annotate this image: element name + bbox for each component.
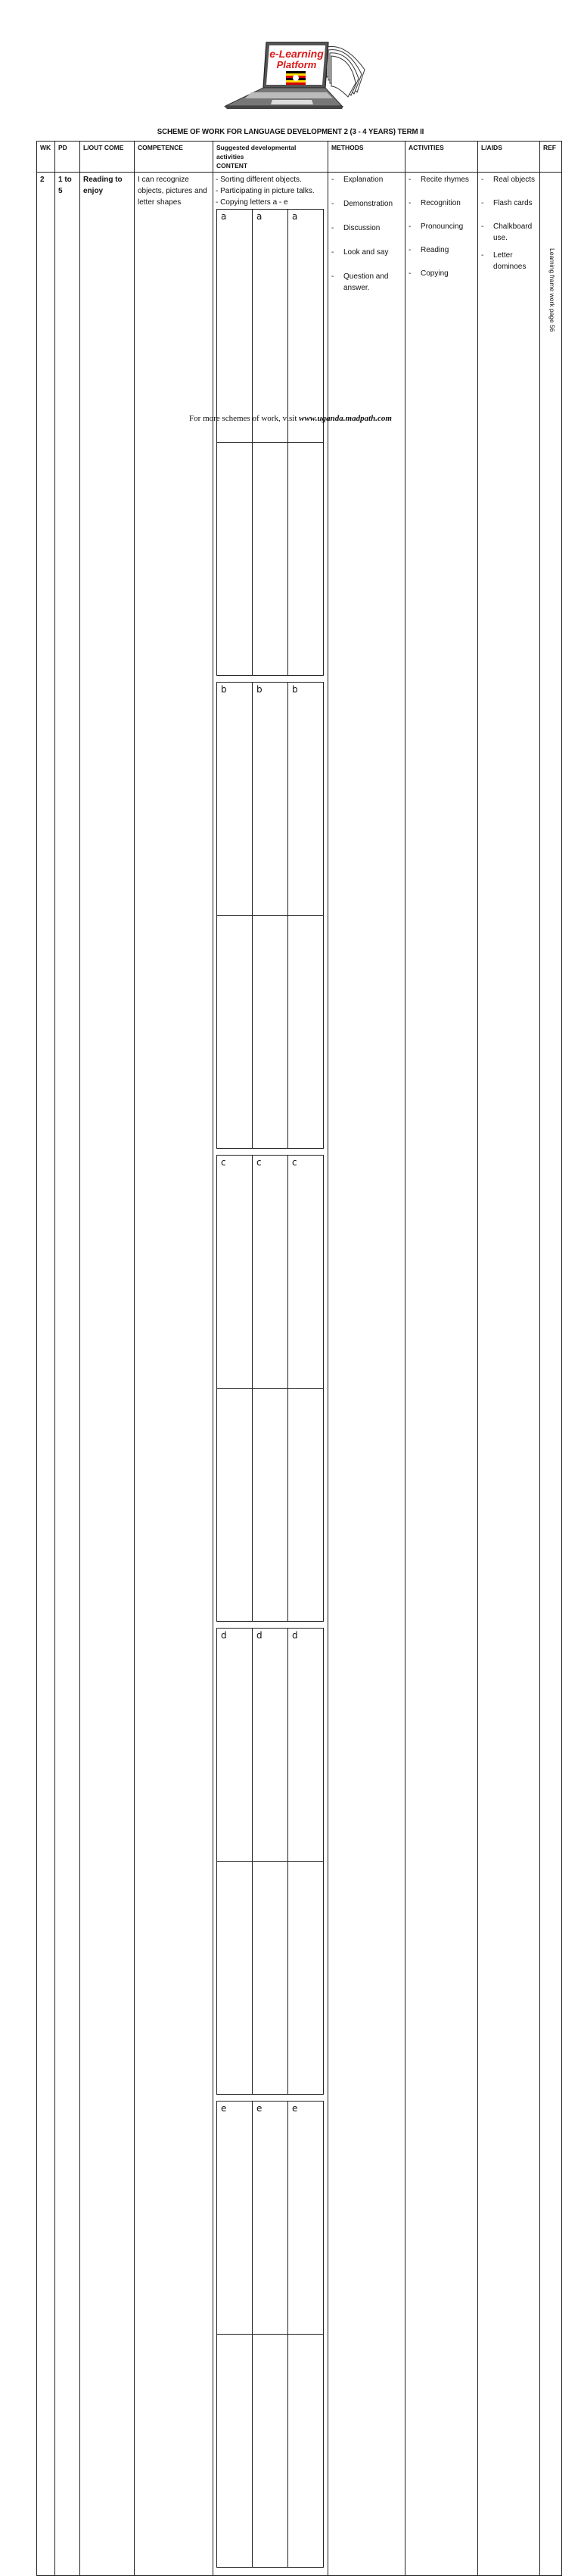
header-wk: WK xyxy=(37,142,55,173)
blank-cell xyxy=(253,1862,288,2095)
method-item: - Discussion xyxy=(331,222,402,234)
cell-methods xyxy=(328,173,405,2576)
letter-cell: c xyxy=(253,1156,288,1389)
activity-item: - Recite rhymes xyxy=(409,174,474,185)
blank-cell xyxy=(217,1862,253,2095)
letter-cell: a xyxy=(217,210,253,443)
activity-item: - Copying xyxy=(409,268,474,279)
uganda-flag-icon xyxy=(286,71,306,85)
letter-cell: c xyxy=(288,1156,324,1389)
header-competence: COMPETENCE xyxy=(135,142,213,173)
letter-box xyxy=(216,209,324,676)
elearning-platform-logo xyxy=(221,39,374,112)
scheme-table xyxy=(36,141,562,2576)
table-row xyxy=(37,173,562,2576)
open-book-icon xyxy=(327,46,365,97)
aid-item: - Letter dominoes xyxy=(481,250,536,272)
content-item: - Copying letters a - e xyxy=(216,198,288,207)
blank-cell xyxy=(288,1389,324,1622)
header-methods: METHODS xyxy=(328,142,405,173)
letter-cell: e xyxy=(217,2102,253,2335)
activity-item: - Reading xyxy=(409,244,474,256)
letter-box xyxy=(216,1155,324,1622)
letter-cell: d xyxy=(217,1629,253,1862)
content-item: - Sorting different objects. xyxy=(216,176,302,184)
methods-list xyxy=(331,174,402,294)
letter-cell: c xyxy=(217,1156,253,1389)
aids-list xyxy=(481,174,536,272)
letter-cell: b xyxy=(217,683,253,916)
method-item: - Question and answer. xyxy=(331,271,395,294)
letter-box xyxy=(216,682,324,1149)
method-item: - Demonstration xyxy=(331,198,402,210)
blank-cell xyxy=(288,2335,324,2568)
blank-cell xyxy=(217,2335,253,2568)
content-item: - Participating in picture talks. xyxy=(216,187,315,195)
blank-cell xyxy=(217,443,253,676)
document-title: SCHEME OF WORK FOR LANGUAGE DEVELOPMENT 2 (3 - 4 YEARS) TERM II xyxy=(157,127,424,136)
activity-item: - Recognition xyxy=(409,198,474,209)
activities-list xyxy=(409,174,474,279)
cell-ref xyxy=(540,173,562,2576)
blank-cell xyxy=(217,1389,253,1622)
logo-line1: e-Learning xyxy=(269,48,324,60)
letter-cell: a xyxy=(253,210,288,443)
cell-activities xyxy=(405,173,478,2576)
footer-prefix: For more schemes of work, visit xyxy=(189,414,300,423)
logo-line2: Platform xyxy=(276,59,317,70)
cell-aids xyxy=(478,173,540,2576)
footer-link[interactable]: www.uganda.madpath.com xyxy=(299,414,392,423)
footer-note xyxy=(0,414,581,423)
cell-outcome: Reading to enjoy xyxy=(80,173,135,2576)
header-content-line2: CONTENT xyxy=(216,162,248,170)
blank-cell xyxy=(288,916,324,1149)
header-content xyxy=(213,142,328,173)
aid-item: - Chalkboard use. xyxy=(481,221,536,244)
cell-pd: 1 to 5 xyxy=(55,173,80,2576)
letter-box xyxy=(216,2101,324,2568)
letter-cell: d xyxy=(253,1629,288,1862)
header-activities: ACTIVITIES xyxy=(405,142,478,173)
letter-cell: e xyxy=(288,2102,324,2335)
table-header-row xyxy=(37,142,562,173)
header-ref: REF xyxy=(540,142,562,173)
letter-box xyxy=(216,1628,324,2095)
blank-cell xyxy=(217,916,253,1149)
blank-cell xyxy=(253,1389,288,1622)
content-list xyxy=(216,174,325,208)
header-pd: PD xyxy=(55,142,80,173)
blank-cell xyxy=(288,443,324,676)
aid-item: - Flash cards xyxy=(481,198,536,209)
blank-cell xyxy=(253,443,288,676)
header-aids: L/AIDS xyxy=(478,142,540,173)
letter-cell: b xyxy=(253,683,288,916)
method-item: - Look and say xyxy=(331,247,402,258)
letter-cell: d xyxy=(288,1629,324,1862)
cell-competence: I can recognize objects, pictures and letter shapes xyxy=(135,173,213,2576)
header-outcome: L/OUT COME xyxy=(80,142,135,173)
method-item: - Explanation xyxy=(331,174,402,185)
blank-cell xyxy=(288,1862,324,2095)
aid-item: - Real objects xyxy=(481,174,536,185)
letter-cell: b xyxy=(288,683,324,916)
letter-tracing-grid xyxy=(216,209,325,2568)
blank-cell xyxy=(253,2335,288,2568)
ref-text: Learning frame work page 56 xyxy=(548,248,556,332)
activity-item: - Pronouncing xyxy=(409,221,474,232)
cell-content xyxy=(213,173,328,2576)
letter-cell: e xyxy=(253,2102,288,2335)
header-content-line1: Suggested developmental activities xyxy=(216,144,297,160)
blank-cell xyxy=(253,916,288,1149)
cell-wk: 2 xyxy=(37,173,55,2576)
letter-cell: a xyxy=(288,210,324,443)
